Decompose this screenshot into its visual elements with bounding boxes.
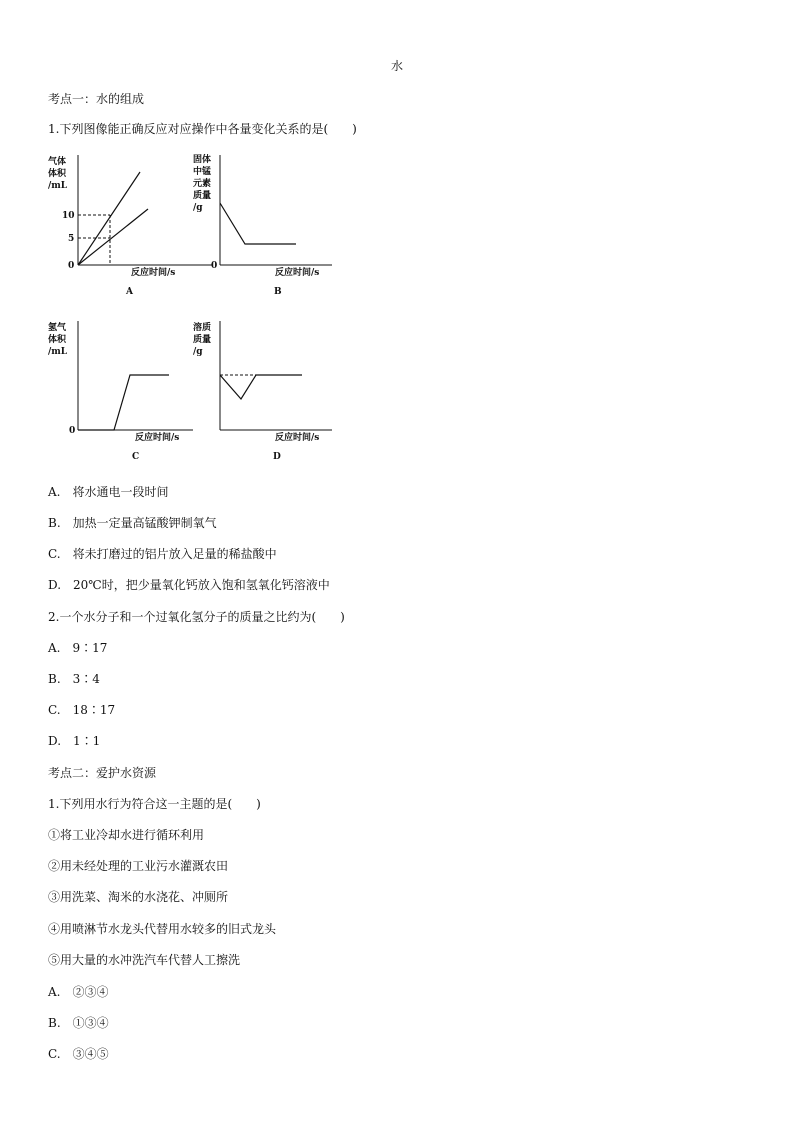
chart-c bbox=[48, 318, 198, 466]
option-d: D. 1∶1 bbox=[48, 734, 101, 748]
option-d: D. 20℃时，把少量氧化钙放入饱和氢氧化钙溶液中 bbox=[48, 578, 330, 592]
chart-d-caption: D bbox=[273, 452, 281, 462]
list-item: ③用洗菜、淘米的水浇花、冲厕所 bbox=[48, 890, 229, 904]
chart-b-ylabel-3: 元素 bbox=[193, 179, 212, 189]
chart-b-caption: B bbox=[274, 287, 282, 297]
section-heading: 考点一：水的组成 bbox=[48, 92, 145, 106]
chart-a-origin: 0 bbox=[68, 261, 75, 271]
chart-c-caption: C bbox=[132, 452, 140, 462]
chart-d-xlabel: 反应时间/s bbox=[275, 433, 320, 443]
option-c: C. 将未打磨过的铝片放入足量的稀盐酸中 bbox=[48, 547, 277, 561]
list-item: ①将工业冷却水进行循环利用 bbox=[48, 828, 205, 842]
list-item: ⑤用大量的水冲洗汽车代替人工擦洗 bbox=[48, 953, 241, 967]
chart-b-ylabel-1: 固体 bbox=[193, 155, 212, 165]
chart-b-ylabel-4: 质量 bbox=[193, 191, 212, 201]
chart-a-line-1 bbox=[78, 172, 140, 265]
option-a: A. ②③④ bbox=[48, 985, 109, 999]
chart-c-ylabel-1: 氢气 bbox=[48, 323, 67, 333]
chart-a-ylabel-1: 气体 bbox=[48, 157, 67, 167]
option-a: A. 将水通电一段时间 bbox=[48, 485, 169, 499]
chart-d-ylabel-3: /g bbox=[193, 347, 203, 357]
chart-b-line bbox=[220, 203, 296, 244]
question-stem: 1.下列图像能正确反应对应操作中各量变化关系的是( ) bbox=[48, 122, 357, 136]
chart-d-ylabel-1: 溶质 bbox=[193, 323, 212, 333]
chart-a-line-2 bbox=[78, 209, 148, 265]
chart-d bbox=[190, 318, 340, 466]
chart-c-origin: 0 bbox=[69, 426, 76, 436]
chart-c-xlabel: 反应时间/s bbox=[135, 433, 180, 443]
option-b: B. ①③④ bbox=[48, 1016, 109, 1030]
question-stem: 1.下列用水行为符合这一主题的是( ) bbox=[48, 797, 261, 811]
chart-b-origin: 0 bbox=[211, 261, 218, 271]
chart-a-ylabel-2: 体积 bbox=[48, 169, 67, 179]
chart-b-xlabel: 反应时间/s bbox=[275, 268, 320, 278]
chart-d-ylabel-2: 质量 bbox=[193, 335, 212, 345]
chart-a-ylabel-3: /mL bbox=[48, 181, 68, 191]
question-stem: 2.一个水分子和一个过氧化氢分子的质量之比约为( ) bbox=[48, 610, 345, 624]
chart-b-ylabel-5: /g bbox=[193, 203, 203, 213]
section-heading: 考点二：爱护水资源 bbox=[48, 766, 157, 780]
chart-c-ylabel-3: /mL bbox=[48, 347, 68, 357]
option-c: C. 18∶17 bbox=[48, 703, 116, 717]
chart-c-ylabel-2: 体积 bbox=[48, 335, 67, 345]
option-a: A. 9∶17 bbox=[48, 641, 108, 655]
chart-d-line bbox=[220, 375, 302, 399]
chart-a-caption: A bbox=[126, 287, 133, 297]
chart-c-line bbox=[78, 375, 169, 430]
chart-b-ylabel-2: 中锰 bbox=[193, 167, 212, 177]
option-c: C. ③④⑤ bbox=[48, 1047, 109, 1061]
option-b: B. 3∶4 bbox=[48, 672, 100, 686]
chart-b bbox=[190, 150, 340, 300]
chart-a-ytick-5: 5 bbox=[68, 234, 75, 244]
chart-a-xlabel: 反应时间/s bbox=[131, 268, 176, 278]
list-item: ②用未经处理的工业污水灌溉农田 bbox=[48, 859, 229, 873]
list-item: ④用喷淋节水龙头代替用水较多的旧式龙头 bbox=[48, 922, 277, 936]
chart-a-ytick-10: 10 bbox=[62, 211, 75, 221]
option-b: B. 加热一定量高锰酸钾制氧气 bbox=[48, 516, 217, 530]
page-title: 水 bbox=[391, 59, 404, 73]
